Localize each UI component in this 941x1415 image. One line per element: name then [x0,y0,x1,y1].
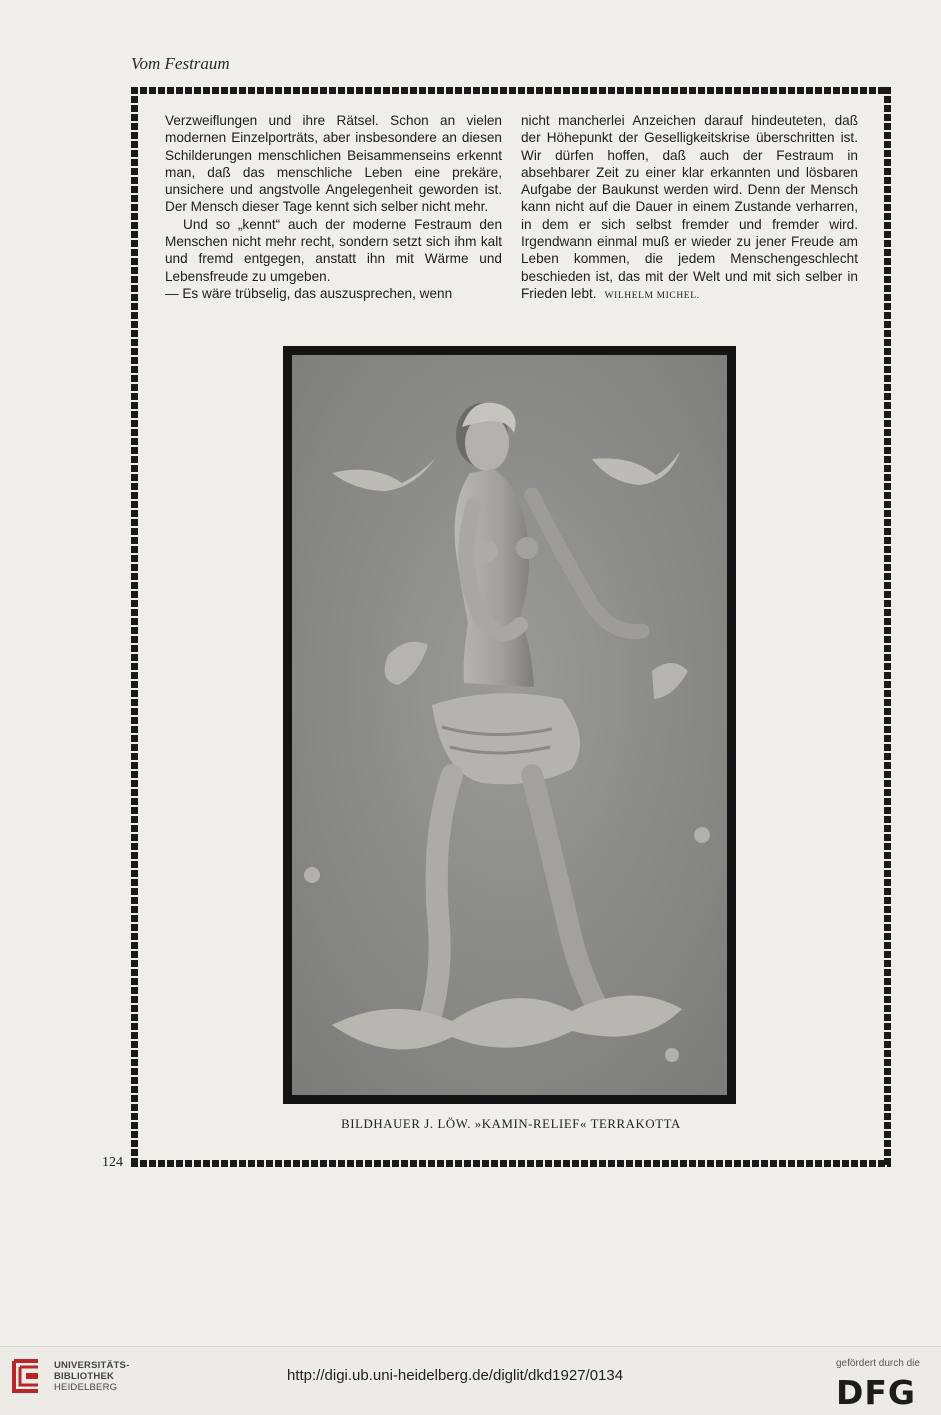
paragraph-text: nicht mancherlei Anzeichen darauf hindeuteten, daß der Höhepunkt der Geselligkeitskrise überschritten ist. Wir dürfen hoffen, daß auch der Festraum in absehbarer Zeit zu einer klar erkannten und lösbaren Aufgabe der Baukunst werden wird. Denn der Mensch kann nicht auf die Dauer in einem Zustande verharren, in dem er sich selbst fremder und fremder wird. Irgendwann einmal muß er wieder zu jener Freude am Leben kommen, die jedem Menschengeschlecht beschieden ist, das mit der Welt und mit sich selber in Frieden lebt. [521,113,858,301]
ornamental-border-top [131,87,891,94]
page-number: 124 [102,1155,123,1170]
library-line: UNIVERSITÄTS- [54,1360,130,1371]
paragraph: Verzweiflungen und ihre Rätsel. Schon an vielen modernen Einzelporträts, aber insbesondere an diesen Schilderungen menschlichen Beisammenseins erkennt man, daß das menschliche Leben eine prekäre, unsichere und angstvolle Angelegenheit geworden ist. Der Mensch dieser Tage kennt sich selber nicht mehr. [165,113,502,215]
paragraph: — Es wäre trübselig, das auszusprechen, wenn [165,285,453,301]
dfg-logo[interactable]: DFG [836,1373,917,1412]
relief-photograph [283,346,736,1104]
ornamental-border-left [131,87,138,1167]
funder-label: gefördert durch die [836,1358,920,1369]
text-column-left [165,112,502,302]
text-column-right [521,112,858,305]
terracotta-relief-image [292,355,727,1095]
ornamental-border-bottom [131,1160,891,1167]
figure-caption: BILDHAUER J. LÖW. »KAMIN-RELIEF« TERRAKOTTA [341,1117,681,1131]
library-line: HEIDELBERG [54,1382,118,1393]
document-url-link[interactable]: http://digi.ub.uni-heidelberg.de/diglit/dkd1927/0134 [287,1367,624,1384]
running-head: Vom Festraum [131,54,230,73]
viewer-footer [0,1346,941,1415]
ornamental-border-right [884,87,891,1167]
university-library-name[interactable] [54,1360,129,1393]
paragraph: Und so „kennt“ auch der moderne Festraum den Menschen nicht mehr recht, sondern setzt sich ihm kalt und fremd entgegen, anstatt ihn mit Wärme und Lebensfreude zu umgeben. [165,216,502,284]
author-signature: WILHELM MICHEL. [604,290,700,301]
library-line: BIBLIOTHEK [54,1371,115,1382]
relief-illustration [292,355,727,1095]
paragraph [521,112,858,305]
university-library-logo-icon[interactable] [8,1357,48,1405]
